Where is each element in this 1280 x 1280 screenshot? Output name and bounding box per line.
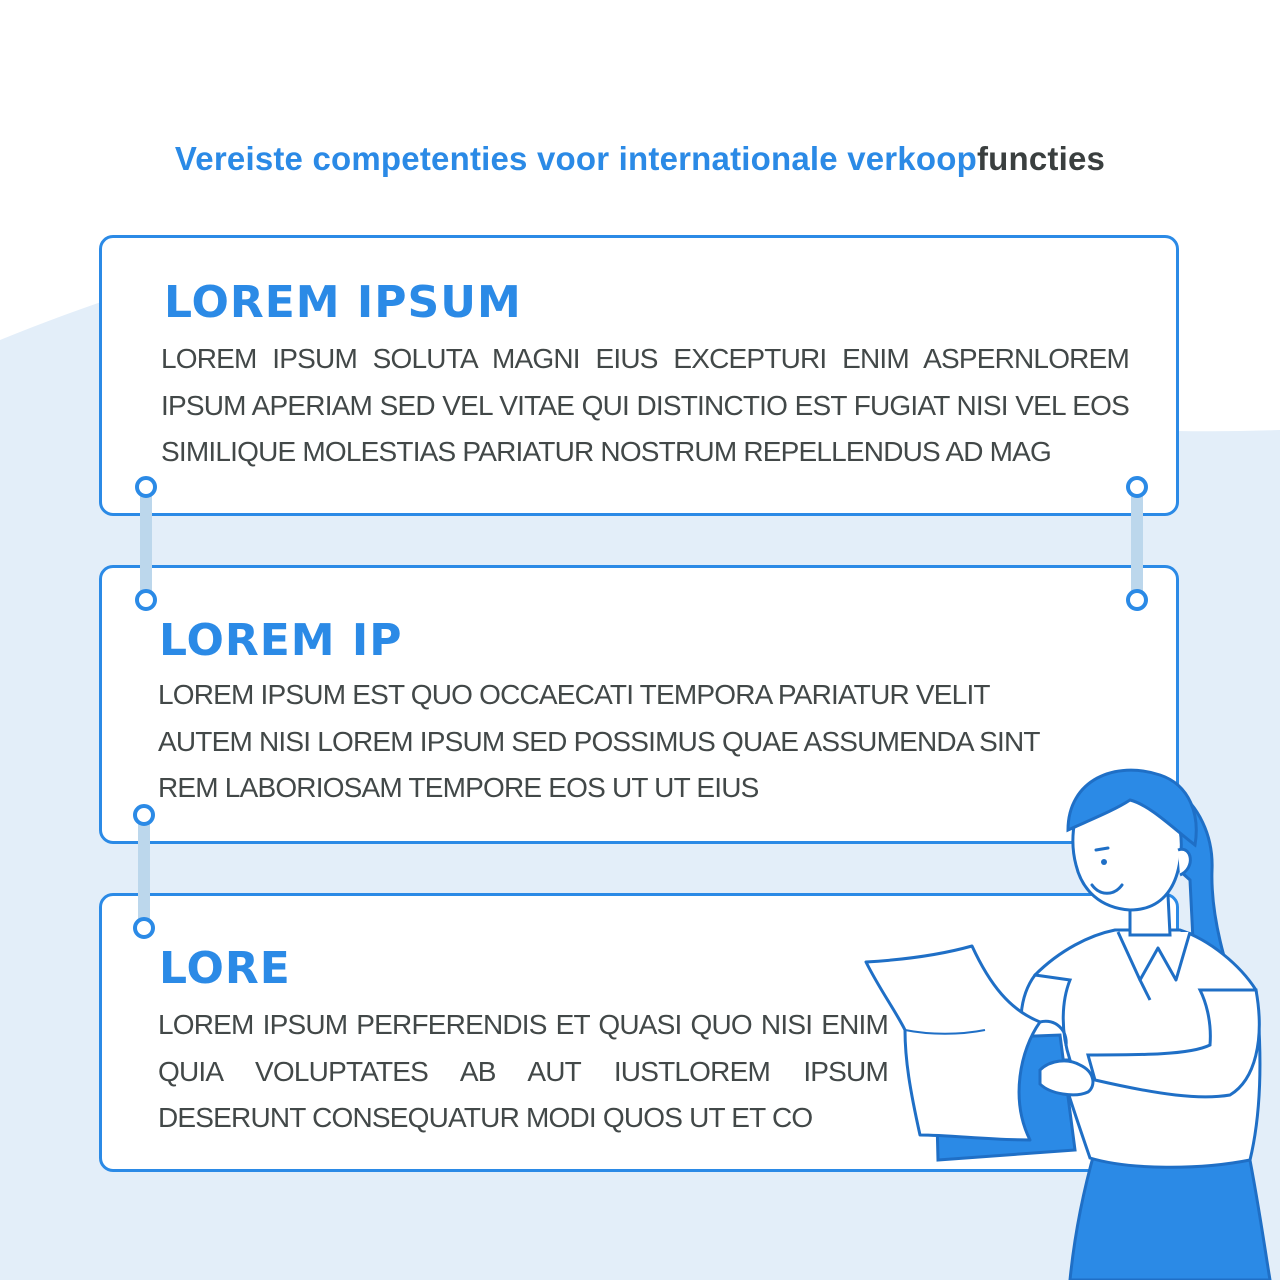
card-connector	[1131, 486, 1143, 599]
card-connector	[138, 814, 150, 927]
competency-card	[99, 235, 1179, 516]
card-text: LOREM IPSUM EST QUO OCCAECATI TEMPORA PARIATUR VELIT AUTEM NISI LOREM IPSUM SED POSSIMUS QUAE ASSUMENDA SINT REM LABORIOSAM TEMPORE EOS UT UT EIUS	[158, 679, 1040, 803]
woman-reading-document-icon	[858, 760, 1280, 1280]
connector-dot	[135, 476, 157, 498]
connector-dot	[133, 804, 155, 826]
page-title	[0, 140, 1280, 178]
card-text: LOREM IPSUM PERFERENDIS ET QUASI QUO NISI ENIM QUIA VOLUPTATES AB AUT IUSTLOREM IPSUM DESERUNT CONSEQUATUR MODI QUOS UT ET CO	[158, 1009, 888, 1133]
connector-dot	[1126, 589, 1148, 611]
connector-dot	[135, 589, 157, 611]
card-text: LOREM IPSUM SOLUTA MAGNI EIUS EXCEPTURI ENIM ASPERNLOREM IPSUM APERIAM SED VEL VITAE QUI DISTINCTIO EST FUGIAT NISI VEL EOS SIMILIQUE MOLESTIAS PARIATUR NOSTRUM REPELLENDUS AD MAG	[161, 343, 1129, 467]
page-title-blue: Vereiste competenties voor internationale verkoop	[174, 140, 977, 177]
card-heading: LOREM IP	[159, 615, 403, 666]
card-heading: LORE	[159, 943, 291, 994]
connector-dot	[1126, 476, 1148, 498]
connector-dot	[133, 917, 155, 939]
page-title-dark: functies	[976, 140, 1106, 177]
card-connector	[140, 486, 152, 599]
card-heading: LOREM IPSUM	[164, 277, 522, 328]
